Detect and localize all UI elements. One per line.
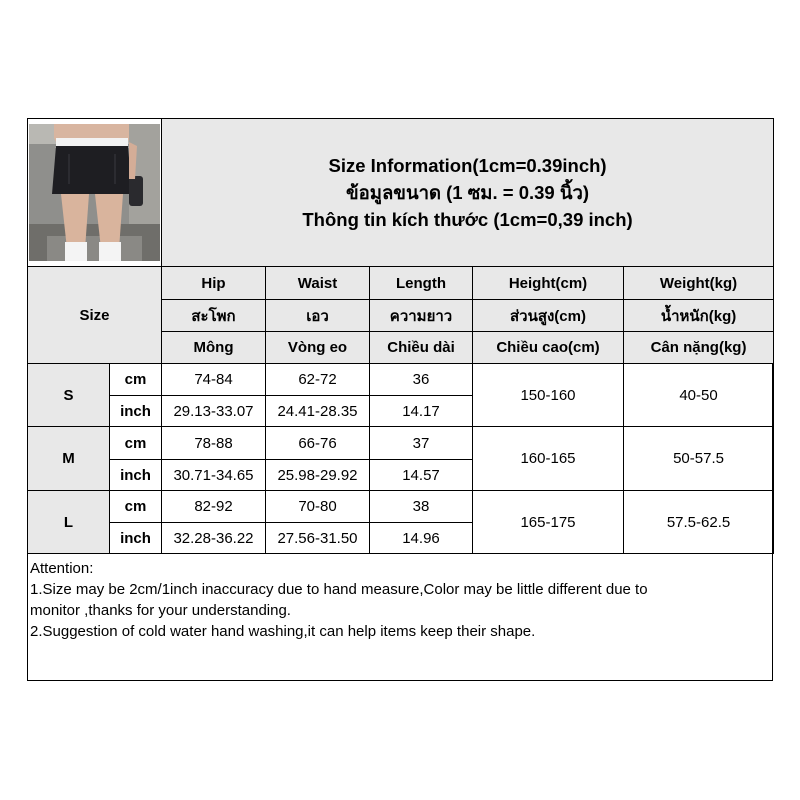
col-header-weight-vi: Cân nặng(kg) [624, 332, 774, 364]
size-label-m: M [28, 427, 110, 491]
col-header-length-th: ความยาว [370, 300, 473, 332]
waist-cm-m: 66-76 [266, 427, 370, 460]
hip-cm-l: 82-92 [162, 491, 266, 523]
length-inch-s: 14.17 [370, 396, 473, 427]
col-header-length-vi: Chiều dài [370, 332, 473, 364]
title-th: ข้อมูลขนาด (1 ซม. = 0.39 นิ้ว) [346, 182, 590, 203]
hip-inch-l: 32.28-36.22 [162, 523, 266, 554]
length-cm-m: 37 [370, 427, 473, 460]
unit-cm: cm [110, 427, 162, 460]
col-header-hip-th: สะโพก [162, 300, 266, 332]
weight-m: 50-57.5 [624, 427, 774, 491]
attention-notes [30, 558, 766, 642]
waist-inch-m: 25.98-29.92 [266, 460, 370, 491]
height-s: 150-160 [473, 364, 624, 427]
col-header-waist-th: เอว [266, 300, 370, 332]
unit-cm: cm [110, 491, 162, 523]
unit-inch: inch [110, 460, 162, 491]
size-header: Size [28, 267, 162, 364]
attention-line-1b: monitor ,thanks for your understanding. [30, 602, 291, 619]
attention-line-2: 2.Suggestion of cold water hand washing,it can help items keep their shape. [30, 623, 536, 640]
length-inch-l: 14.96 [370, 523, 473, 554]
col-header-height: Height(cm) [473, 267, 624, 300]
unit-inch: inch [110, 523, 162, 554]
size-chart-table [27, 118, 774, 554]
waist-cm-s: 62-72 [266, 364, 370, 396]
size-label-s: S [28, 364, 110, 427]
col-header-length: Length [370, 267, 473, 300]
hip-cm-m: 78-88 [162, 427, 266, 460]
table-row [28, 427, 774, 460]
col-header-waist: Waist [266, 267, 370, 300]
waist-inch-l: 27.56-31.50 [266, 523, 370, 554]
length-cm-s: 36 [370, 364, 473, 396]
size-label-l: L [28, 491, 110, 554]
col-header-height-th: ส่วนสูง(cm) [473, 300, 624, 332]
height-l: 165-175 [473, 491, 624, 554]
table-row [28, 364, 774, 396]
length-inch-m: 14.57 [370, 460, 473, 491]
product-photo [29, 124, 160, 261]
waist-inch-s: 24.41-28.35 [266, 396, 370, 427]
title-cell [162, 119, 774, 267]
attention-line-1a: 1.Size may be 2cm/1inch inaccuracy due to hand measure,Color may be little different due to [30, 581, 648, 598]
unit-inch: inch [110, 396, 162, 427]
title-en: Size Information(1cm=0.39inch) [328, 155, 607, 176]
hip-cm-s: 74-84 [162, 364, 266, 396]
col-header-waist-vi: Vòng eo [266, 332, 370, 364]
table-row [28, 491, 774, 523]
height-m: 160-165 [473, 427, 624, 491]
product-photo-cell [28, 119, 162, 267]
col-header-hip: Hip [162, 267, 266, 300]
title-vi: Thông tin kích thước (1cm=0,39 inch) [302, 209, 633, 230]
col-header-weight-th: น้ำหนัก(kg) [624, 300, 774, 332]
weight-s: 40-50 [624, 364, 774, 427]
length-cm-l: 38 [370, 491, 473, 523]
weight-l: 57.5-62.5 [624, 491, 774, 554]
attention-heading: Attention: [30, 560, 94, 577]
col-header-height-vi: Chiều cao(cm) [473, 332, 624, 364]
col-header-hip-vi: Mông [162, 332, 266, 364]
col-header-weight: Weight(kg) [624, 267, 774, 300]
unit-cm: cm [110, 364, 162, 396]
hip-inch-s: 29.13-33.07 [162, 396, 266, 427]
waist-cm-l: 70-80 [266, 491, 370, 523]
hip-inch-m: 30.71-34.65 [162, 460, 266, 491]
